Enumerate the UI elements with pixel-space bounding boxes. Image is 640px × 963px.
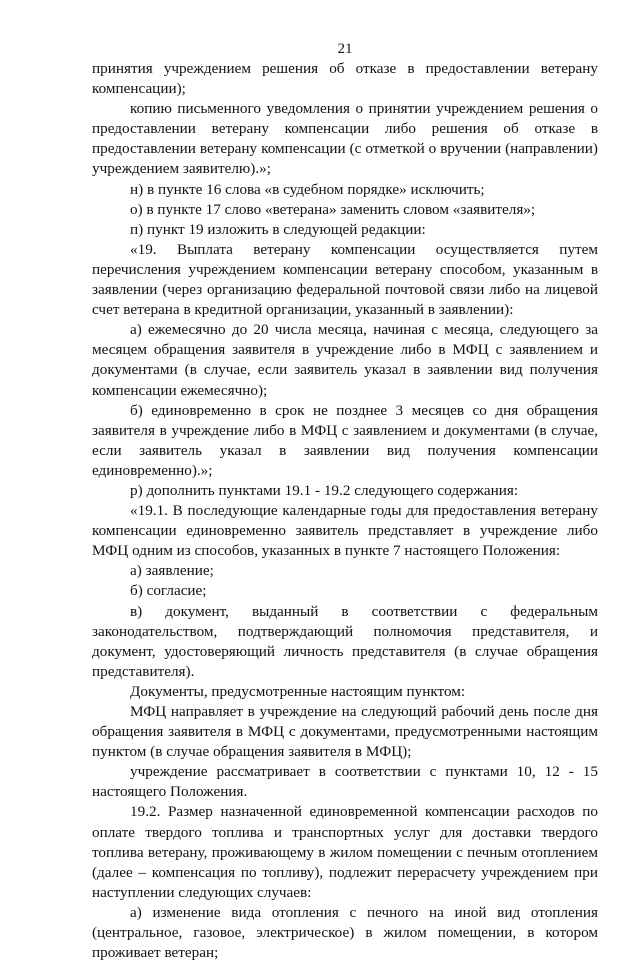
paragraph: б) согласие;: [130, 582, 207, 600]
paragraph: р) дополнить пунктами 19.1 - 19.2 следующего содержания:: [130, 481, 519, 499]
paragraph: п) пункт 19 изложить в следующей редакции:: [130, 220, 426, 238]
paragraph: а) изменение вида отопления с печного на иной вид отопления (центральное, газовое, электрическое) в жилом помещении, в котором проживает ветеран;: [92, 903, 598, 962]
paragraph: н) в пункте 16 слова «в судебном порядке» исключить;: [130, 180, 485, 198]
paragraph: МФЦ направляет в учреждение на следующий рабочий день после дня обращения заявителя в МФЦ с документами, предусмотренными настоящим пунктом (в случае обращения заявителя в МФЦ);: [92, 703, 598, 761]
paragraph: копию письменного уведомления о принятии учреждением решения о предоставлении ветерану компенсации либо решения об отказе в предоставлении ветерану компенсации (с отметкой о вручении (направлении) учреждением заявителю).»;: [92, 100, 598, 178]
paragraph: Документы, предусмотренные настоящим пунктом:: [130, 682, 466, 700]
paragraph: «19.1. В последующие календарные годы для предоставления ветерану компенсации единовременно заявитель представляет в учреждение либо МФЦ одним из способов, указанных в пункте 7 настоящего Положения:: [92, 502, 598, 560]
paragraph: б) единовременно в срок не позднее 3 месяцев со дня обращения заявителя в учреждение либо в МФЦ с заявлением и документами (в случае, если заявитель указал в заявлении вид получения компенсации единовременно).»;: [92, 401, 598, 479]
page-number: 21: [337, 41, 353, 57]
paragraph: «19. Выплата ветерану компенсации осуществляется путем перечисления учреждением компенсации ветерану способом, указанным в заявлении (через организацию федеральной почтовой связи либо на лицевой счет ветерана в кредитной организации, указанный в заявлении):: [92, 240, 598, 319]
paragraph: а) заявление;: [130, 562, 214, 580]
paragraph: в) документ, выданный в соответствии с федеральным законодательством, подтверждающий полномочия представителя, и документ, удостоверяющий личность представителя (в случае обращения представителя).: [92, 602, 598, 680]
paragraph: 19.2. Размер назначенной единовременной компенсации расходов по оплате твердого топлива и транспортных услуг для доставки твердого топлива ветерану, проживающему в жилом помещении с печным отоплением (далее – компенсация по топливу), подлежит перерасчету учреждением при наступлении следующих случаев:: [92, 803, 598, 901]
document-body: [92, 59, 598, 963]
paragraph: о) в пункте 17 слово «ветерана» заменить словом «заявителя»;: [130, 200, 536, 218]
paragraph: а) ежемесячно до 20 числа месяца, начиная с месяца, следующего за месяцем обращения заявителя в учреждение либо в МФЦ с заявлением и документами (в случае, если заявитель указал в заявлении вид получения компенсации ежемесячно);: [92, 321, 598, 399]
paragraph: принятия учреждением решения об отказе в предоставлении ветерану компенсации);: [92, 60, 598, 98]
paragraph: учреждение рассматривает в соответствии с пунктами 10, 12 - 15 настоящего Положения.: [92, 763, 598, 801]
